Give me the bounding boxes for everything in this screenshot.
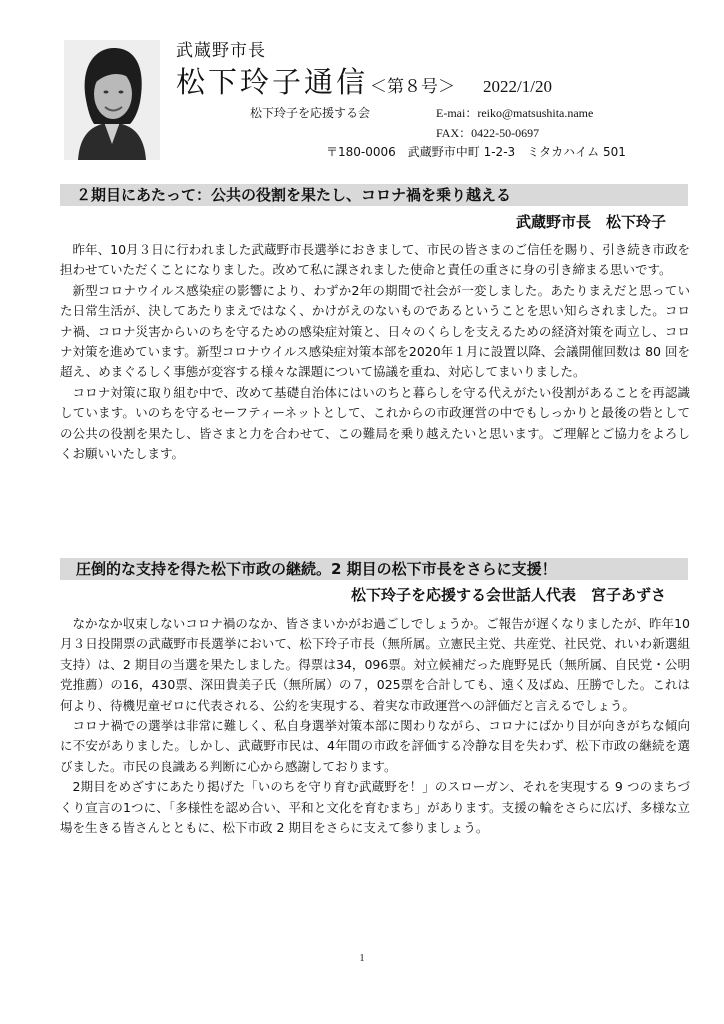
section1-paragraph: 昨年、10月３日に行われました武蔵野市長選挙におきまして、市民の皆さまのご信任を賜り、引き続き市政を担わせていただくことになりました。改めて私に課されました使命と責任の重さに身の引き締まる思いです。	[60, 242, 690, 278]
contact-email: E-mai：reiko@matsushita.name	[436, 106, 594, 120]
issue-date: 2022/1/20	[483, 77, 552, 96]
section1-paragraph: 新型コロナウイルス感染症の影響により、わずか2年の期間で社会が一変しました。あたりまえだと思っていた日常生活が、決してあたりまえではなく、かけがえのないものであるということを思い知らされました。コロナ禍、コロナ災害からいのちを守るための感染症対策と、日々のくらしを支えるための経済対策を両立し、コロナ対策を進めています。新型コロナウイルス感染症対策本部を2020年１月に設置以降、会議開催回数は 80 回を超え、めまぐるしく事態が変容する様々な課題について協議を重ね、対応してまいりました。	[60, 282, 690, 380]
header-subtitle: 武蔵野市長	[176, 41, 266, 61]
section2-paragraph: コロナ禍での選挙は非常に難しく、私自身選挙対策本部に関わりながら、コロナにばかり目が向きがちな傾向に不安がありました。しかし、武蔵野市民は、4年間の市政を評価する冷静な目を失わず、松下市政の継続を選びました。市民の良識ある判断に心から感謝しております。	[60, 718, 690, 774]
section1-body	[60, 240, 690, 464]
contact-address: 〒180-0006 武蔵野市中町 1-2-3 ミタカハイム 501	[326, 145, 626, 159]
section2-body	[60, 614, 690, 838]
section2-paragraph: なかなか収束しないコロナ禍のなか、皆さまいかがお過ごしでしょうか。ご報告が遅くなりましたが、昨年10月３日投開票の武蔵野市長選挙において、松下玲子市長（無所属。立憲民主党、共産党、社民党、れいわ新選組支持）は、2 期目の当選を果たしました。得票は34，096票。対立候補だった鹿野晃氏（無所属、自民党・公明党推薦）の16，430票、深田貴美子氏（無所属）の７，025票を合計しても、遠く及ばぬ、圧勝でした。これは何より、待機児童ゼロに代表される、公約を実現する、着実な市政運営への評価だと言えるでしょう。	[60, 616, 690, 713]
contact-fax: FAX：0422-50-0697	[436, 126, 540, 140]
portrait-image	[64, 40, 160, 160]
portrait-photo	[64, 40, 160, 160]
newsletter-title: 松下玲子通信	[176, 65, 369, 99]
page-number: 1	[359, 953, 365, 964]
section1-heading: ２期目にあたって：公共の役割を果たし、コロナ禍を乗り越える	[60, 184, 688, 206]
section1-byline: 武蔵野市長 松下玲子	[515, 213, 666, 231]
section1-paragraph: コロナ対策に取り組む中で、改めて基礎自治体にはいのちと暮らしを守る代えがたい役割があることを再認識しています。いのちを守るセーフティーネットとして、これからの市政運営の中でもしっかりと最後の砦としての公共の役割を果たし、皆さまと力を合わせて、この難局を乗り越えたいと思います。ご理解とご協力をよろしくお願いいたします。	[60, 384, 690, 462]
section2-byline: 松下玲子を応援する会世話人代表 宮子あずさ	[350, 586, 666, 604]
issue-number: ＜第８号＞	[370, 77, 456, 97]
header-title-row	[176, 60, 552, 101]
section2-paragraph: 2期目をめざすにあたり掲げた「いのちを守り育む武蔵野を！」のスローガン、それを実現する 9 つのまちづくり宣言の1つに、「多様性を認め合い、平和と文化を育むまち」があります。支援の輪をさらに広げ、多様な立場を生きる皆さんとともに、松下市政 2 期目をさらに支えて参りましょう。	[60, 779, 690, 836]
contact-organization: 松下玲子を応援する会	[250, 106, 371, 120]
section2-heading: 圧倒的な支持を得た松下市政の継続。2 期目の松下市長をさらに支援！	[60, 558, 688, 580]
